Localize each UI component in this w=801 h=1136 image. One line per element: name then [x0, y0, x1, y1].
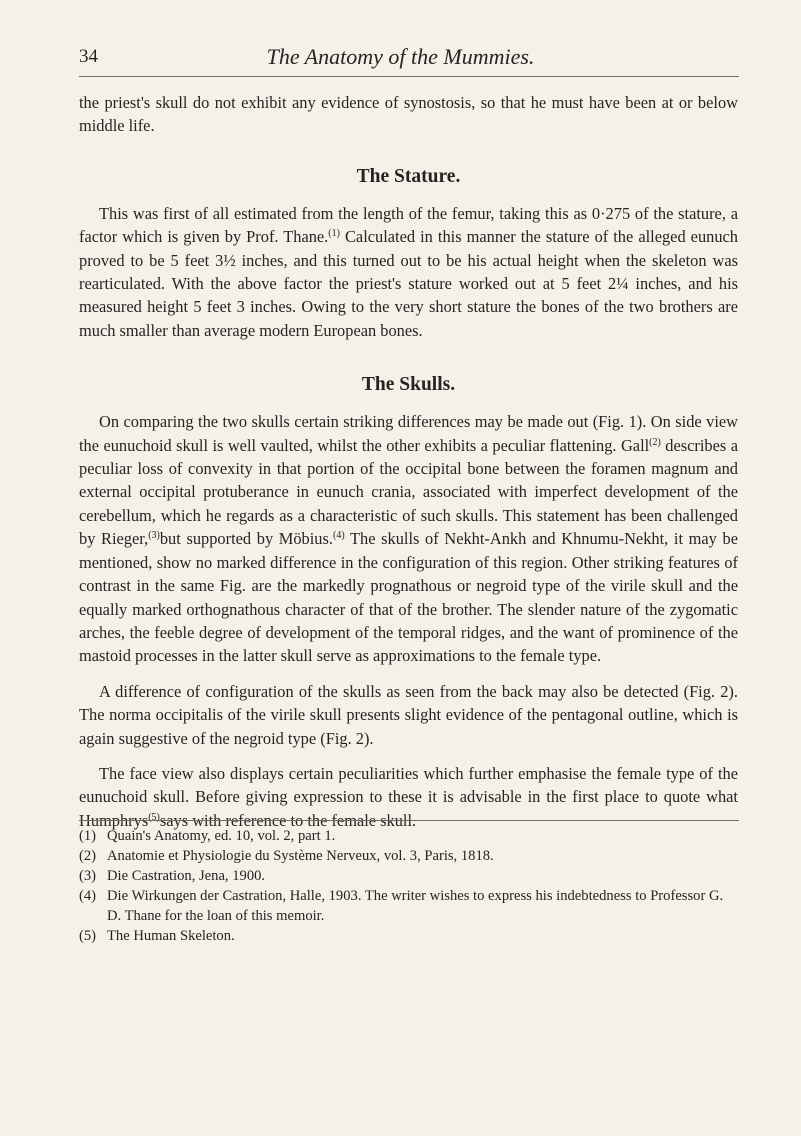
- skulls-text-1a: On comparing the two skulls certain striking differences may be made out (Fig. 1). On side view the eunuchoid skull is well vaulted, whilst the other exhibits a peculiar flattening. Gall: [79, 412, 738, 455]
- footnote-item: [79, 886, 738, 926]
- footnote-text: Die Castration, Jena, 1900.: [107, 868, 266, 884]
- skulls-paragraph-2: A difference of configuration of the skulls as seen from the back may also be detected (Fig. 2). The norma occipitalis of the virile skull presents slight evidence of the pentagonal outline, which is again suggestive of the negroid type (Fig. 2).: [79, 681, 738, 748]
- stature-text-2: Calculated in this manner the stature of the alleged eunuch proved to be 5 feet 3½ inches, and this turned out to be his actual height when the skeleton was rearticulated. With the above factor the priest's stature worked out at 5 feet 2¼ inches, and his measured height 5 feet 3 inches. Owing to the very short stature the bones of the two brothers are much smaller than average modern European bones.: [79, 227, 738, 340]
- footnote-number: (3): [79, 868, 97, 884]
- stature-text-1: This was first of all estimated from the length of the femur, taking this as 0·275 of the stature, a factor which is given by Prof. Thane.: [79, 203, 738, 247]
- footnote-item: [79, 866, 738, 886]
- footnote-item: [79, 846, 738, 866]
- section-heading-skulls: The Skulls.: [361, 374, 456, 396]
- footnote-text: Quain's Anatomy, ed. 10, vol. 2, part 1.: [107, 828, 336, 844]
- footnote-item: [79, 826, 738, 846]
- footnote-number: (1): [79, 828, 97, 844]
- footnote-number: (4): [79, 888, 97, 904]
- footnote-item: [79, 926, 738, 946]
- page-number: 34: [79, 46, 98, 67]
- footnote-text: The Human Skeleton.: [107, 928, 235, 944]
- footnote-ref-4[interactable]: (4): [332, 530, 345, 542]
- running-title: The Anatomy of the Mummies.: [266, 44, 535, 69]
- footnote-rule: [79, 820, 739, 821]
- footnote-text: Die Wirkungen der Castration, Halle, 1903. The writer wishes to express his indebtedness to Professor G. D. Thane for the loan of this memoir.: [107, 888, 724, 924]
- stature-paragraph: [79, 202, 738, 342]
- footnote-ref-5[interactable]: (5): [148, 811, 160, 823]
- footnotes: [79, 826, 738, 946]
- intro-paragraph: the priest's skull do not exhibit any evidence of synostosis, so that he must have been at or below middle life.: [79, 93, 738, 136]
- footnote-number: (2): [79, 848, 97, 864]
- footnote-number: (5): [79, 928, 97, 944]
- skulls-paragraph-1: [79, 410, 738, 667]
- footnote-ref-2[interactable]: (2): [649, 436, 661, 448]
- footnote-ref-1[interactable]: (1): [328, 228, 340, 240]
- skulls-text-3b: says with reference to the female skull.: [159, 810, 417, 830]
- footnote-ref-3[interactable]: (3): [148, 530, 160, 542]
- body-text: [79, 91, 738, 832]
- section-heading-stature: The Stature.: [356, 165, 461, 187]
- footnote-text: Anatomie et Physiologie du Système Nerveux, vol. 3, Paris, 1818.: [107, 848, 494, 864]
- skulls-text-1c: but supported by Möbius.: [159, 529, 333, 549]
- skulls-text-1d: The skulls of Nekht-Ankh and Khnumu-Nekht, it may be mentioned, show no marked difference in the configuration of this region. Other striking features of contrast in the same Fig. are the markedly prognathous or negroid type of the virile skull and the equally marked orthognathous character of that of the brother. The slender nature of the zygomatic arches, the feeble degree of development of the temporal ridges, and the want of prominence of the mastoid processes in the latter skull serve as approximations to the female type.: [79, 529, 738, 666]
- header-rule: [79, 76, 739, 77]
- skulls-text-3a: The face view also displays certain peculiarities which further emphasise the female type of the eunuchoid skull. Before giving expression to these it is advisable in the first place to quote what Humphrys: [79, 763, 738, 830]
- skulls-text-1b: describes a peculiar loss of convexity in that portion of the occipital bone between the foramen magnum and external occipital protuberance in eunuch crania, associated with imperfect development of the cerebellum, which he regards as a characteristic of such skulls. This statement has been challenged by Rieger,: [79, 435, 738, 549]
- skulls-paragraph-3: [79, 762, 738, 832]
